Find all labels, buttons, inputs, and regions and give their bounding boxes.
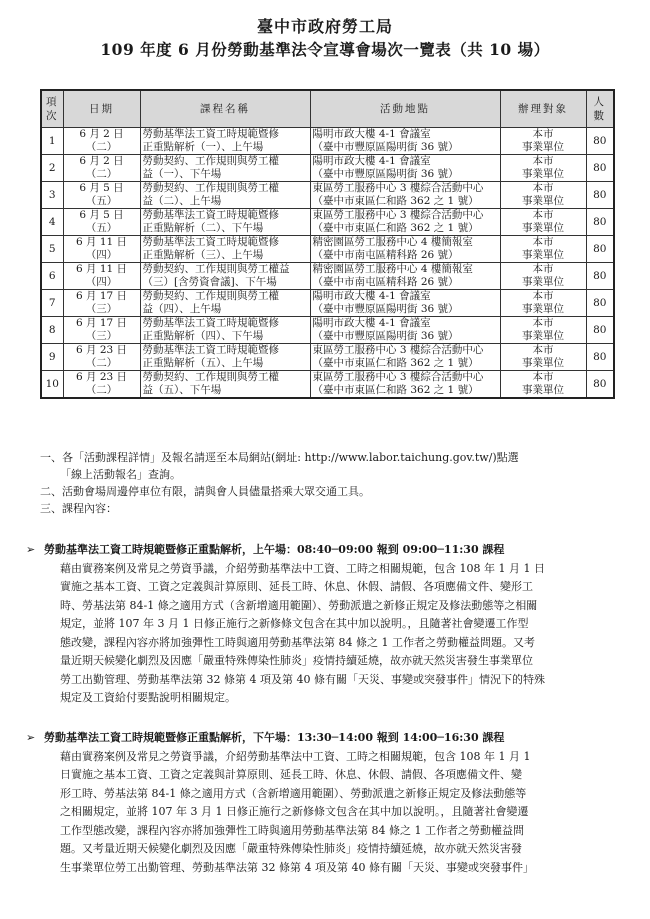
table-header-row [41,90,614,128]
section-line: 實施之基本工資、工資之定義與計算原則、延長工時、休息、休假、請假、各項應備文件、變形工 [60,580,533,593]
row-date: 6 月 5 日 （五） [63,209,140,236]
row-number: 2 [41,155,63,182]
schedule-table [40,89,615,399]
row-count: 80 [586,236,614,263]
header-target: 辦理對象 [500,90,586,128]
row-count: 80 [586,128,614,155]
row-course: 勞動契約、工作規則與勞工權 益（二）、上午場 [140,182,310,209]
note-1-cont: 「線上活動報名」查詢。 [60,468,181,481]
row-date: 6 月 5 日 （五） [63,182,140,209]
header-date: 日期 [63,90,140,128]
row-date: 6 月 23 日 （二） [63,371,140,399]
row-target: 本市 事業單位 [500,263,586,290]
row-location: 陽明市政大樓 4-1 會議室 （臺中市豐原區陽明街 36 號） [310,317,500,344]
section-line: 藉由實務案例及常見之勞資爭議，介紹勞動基準法中工資、工時之相關規範，包含 108 年 1 月 1 [60,749,531,763]
row-location: 東區勞工服務中心 3 樓綜合活動中心 （臺中市東區仁和路 362 之 1 號） [310,182,500,209]
row-count: 80 [586,290,614,317]
section-line: 量近期天候變化劇烈及因應「嚴重特殊傳染性肺炎」疫情持續延燒，故亦就天然災害發生事業單位 [60,654,533,667]
row-count: 80 [586,371,614,399]
section-title: 勞動基準法工資工時規範暨修正重點解析，上午場：08:40─09:00 報到 09:00─11:30 課程 [44,543,505,556]
row-date: 6 月 11 日 （四） [63,236,140,263]
section-line: 形工時、勞基法第 84-1 條之適用方式（含新增適用範圍）、勞動派遣之新修正規定及修法動態等 [60,786,527,800]
row-target: 本市 事業單位 [500,290,586,317]
row-course: 勞動契約、工作規則與勞工權 益（四）、上午場 [140,290,310,317]
arrow-bullet-icon: ➢ [26,731,36,744]
row-date: 6 月 2 日 （二） [63,128,140,155]
document-subtitle: 109 年度 6 月份勞動基準法令宣導會場次一覽表（共 10 場） [100,40,550,59]
section-line: 態改變，課程內容亦將加強彈性工時與適用勞動基準法第 84 條之 1 工作者之勞動權益問題。又考 [60,635,535,649]
row-number: 3 [41,182,63,209]
row-number: 8 [41,317,63,344]
row-target: 本市 事業單位 [500,236,586,263]
header-course: 課程名稱 [140,90,310,128]
row-location: 陽明市政大樓 4-1 會議室 （臺中市豐原區陽明街 36 號） [310,290,500,317]
note-2: 二、活動會場周邊停車位有限，請與會人員儘量搭乘大眾交通工具。 [40,485,370,498]
header-count: 人 數 [586,90,614,128]
row-target: 本市 事業單位 [500,317,586,344]
row-number: 10 [41,371,63,399]
table-row [41,290,614,317]
table-row [41,371,614,399]
row-date: 6 月 17 日 （三） [63,290,140,317]
header-no: 項 次 [41,90,63,128]
notes-block [40,449,625,517]
arrow-bullet-icon: ➢ [26,543,36,556]
section-line: 藉由實務案例及常見之勞資爭議，介紹勞動基準法中工資、工時之相關規範，包含 108 年 1 月 1 日 [60,561,545,575]
row-number: 7 [41,290,63,317]
table-row [41,344,614,371]
course-section-morning [26,541,626,708]
document-title: 臺中市政府勞工局 [256,17,393,36]
section-line: 生事業單位勞工出勤管理、勞動基準法第 32 條第 4 項及第 40 條有關「天災、事變或突發事件」 [60,860,534,874]
section-line: 日實施之基本工資、工資之定義與計算原則、延長工時、休息、休假、請假、各項應備文件、變 [60,768,522,781]
row-course: 勞動契約、工作規則與勞工權益 （三）[含勞資會議]、下午場 [140,263,310,290]
row-location: 精密園區勞工服務中心 4 樓簡報室 （臺中市南屯區精科路 26 號） [310,236,500,263]
note-1: 一、各「活動課程詳情」及報名請逕至本局網站(網址: http://www.labor.taichung.gov.tw/)點選 [40,451,519,464]
row-number: 4 [41,209,63,236]
row-location: 東區勞工服務中心 3 樓綜合活動中心 （臺中市東區仁和路 362 之 1 號） [310,371,500,399]
row-course: 勞動基準法工資工時規範暨修 正重點解析（三）、上午場 [140,236,310,263]
row-location: 東區勞工服務中心 3 樓綜合活動中心 （臺中市東區仁和路 362 之 1 號） [310,344,500,371]
row-number: 5 [41,236,63,263]
row-count: 80 [586,317,614,344]
course-section-afternoon [26,729,626,877]
row-course: 勞動基準法工資工時規範暨修 正重點解析（一）、上午場 [140,128,310,155]
table-row [41,128,614,155]
table-row [41,182,614,209]
header-location: 活動地點 [310,90,500,128]
row-date: 6 月 2 日 （二） [63,155,140,182]
table-row [41,209,614,236]
section-line: 時、勞基法第 84-1 條之適用方式（含新增適用範圍）、勞動派遣之新修正規定及修法動態等之相關 [60,598,538,612]
row-location: 精密園區勞工服務中心 4 樓簡報室 （臺中市南屯區精科路 26 號） [310,263,500,290]
table-row [41,236,614,263]
row-date: 6 月 11 日 （四） [63,263,140,290]
row-target: 本市 事業單位 [500,371,586,399]
row-date: 6 月 23 日 （二） [63,344,140,371]
row-target: 本市 事業單位 [500,128,586,155]
row-course: 勞動基準法工資工時規範暨修 正重點解析（二）、下午場 [140,209,310,236]
section-line: 勞工出勤管理、勞動基準法第 32 條第 4 項及第 40 條有關「天災、事變或突發事件」情況下的特殊 [60,672,545,686]
row-course: 勞動契約、工作規則與勞工權 益（一）、下午場 [140,155,310,182]
row-course: 勞動基準法工資工時規範暨修 正重點解析（五）、上午場 [140,344,310,371]
row-number: 6 [41,263,63,290]
row-target: 本市 事業單位 [500,344,586,371]
section-line: 之相關規定，並將 107 年 3 月 1 日修正施行之新修條文包含在其中加以說明。，且隨著社會變遷 [60,805,529,818]
table-row [41,317,614,344]
section-line: 規定，並將 107 年 3 月 1 日修正施行之新修條文包含在其中加以說明。，且隨著社會變遷工作型 [60,617,529,630]
row-number: 1 [41,128,63,155]
row-count: 80 [586,263,614,290]
section-line: 題。又考量近期天候變化劇烈及因應「嚴重特殊傳染性肺炎」疫情持續延燒，故亦就天然災害發 [60,842,522,855]
table-row [41,263,614,290]
row-count: 80 [586,182,614,209]
row-date: 6 月 17 日 （三） [63,317,140,344]
row-number: 9 [41,344,63,371]
row-course: 勞動基準法工資工時規範暨修 正重點解析（四）、下午場 [140,317,310,344]
row-count: 80 [586,209,614,236]
row-location: 東區勞工服務中心 3 樓綜合活動中心 （臺中市東區仁和路 362 之 1 號） [310,209,500,236]
row-course: 勞動契約、工作規則與勞工權 益（五）、下午場 [140,371,310,399]
row-location: 陽明市政大樓 4-1 會議室 （臺中市豐原區陽明街 36 號） [310,128,500,155]
note-3: 三、課程內容： [40,502,117,515]
section-title: 勞動基準法工資工時規範暨修正重點解析，下午場：13:30─14:00 報到 14:00─16:30 課程 [44,731,505,744]
row-target: 本市 事業單位 [500,209,586,236]
row-location: 陽明市政大樓 4-1 會議室 （臺中市豐原區陽明街 36 號） [310,155,500,182]
row-count: 80 [586,344,614,371]
table-row [41,155,614,182]
row-count: 80 [586,155,614,182]
section-line: 工作型態改變，課程內容亦將加強彈性工時與適用勞動基準法第 84 條之 1 工作者之勞動權益問 [60,823,524,837]
section-line: 規定及工資給付要點說明相關規定。 [60,691,236,704]
row-target: 本市 事業單位 [500,155,586,182]
row-target: 本市 事業單位 [500,182,586,209]
